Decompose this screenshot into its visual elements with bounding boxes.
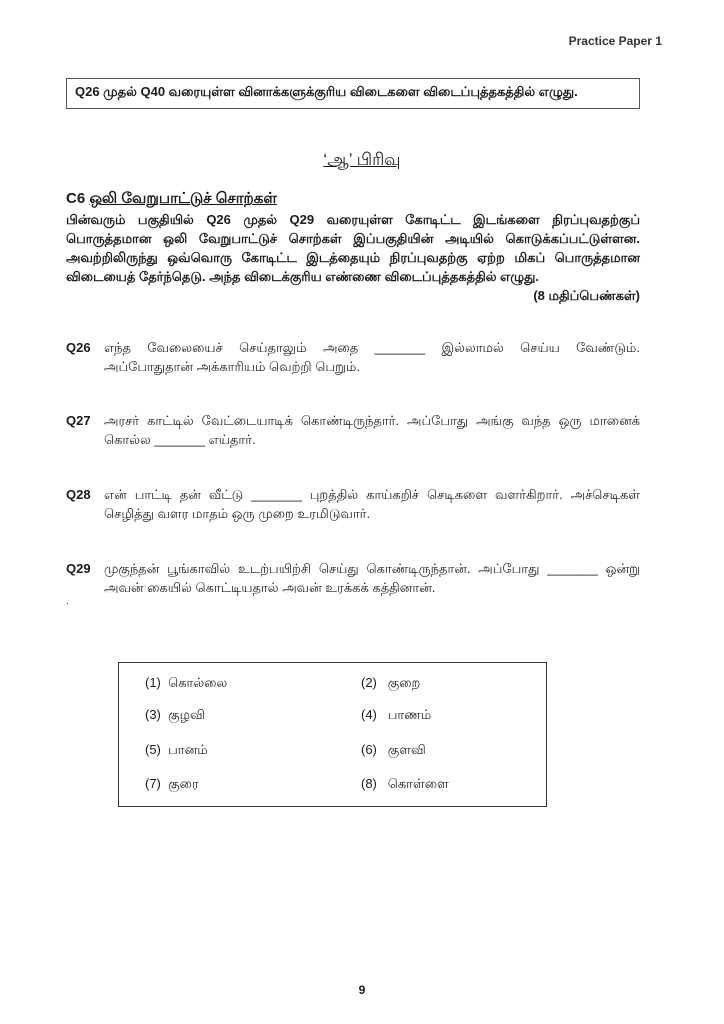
option-1: (1) கொல்லை: [145, 675, 228, 690]
question-q26: Q26 எந்த வேலையைச் செய்தாலும் அதை _______ இல்லாமல் செய்ய வேண்டும். அப்போதுதான் அக்காரியம் வெற்றி பெறும்.: [66, 340, 640, 374]
running-header: Practice Paper 1: [568, 34, 662, 48]
section-title: ‘ஆ’ பிரிவு: [323, 150, 401, 169]
question-q28: Q28 என் பாட்டி தன் வீட்டு _______ புறத்தில் காய்கறிச் செடிகளை வளர்கிறார். அச்செடிகள் செழித்து வளர மாதம் ஒரு முறை உரமிடுவார்.: [66, 487, 640, 521]
page-number: 9: [358, 983, 366, 997]
option-3: (3) குழவி: [145, 707, 205, 722]
question-q27: Q27 அரசர் காட்டில் வேட்டையாடிக் கொண்டிருந்தார். அப்போது அங்கு வந்த ஒரு மானைக் கொல்ல _______ எய்தார்.: [66, 413, 640, 447]
option-8: (8) கொள்ளை: [361, 776, 449, 791]
options-box: [118, 662, 547, 807]
option-5: (5) பானம்: [145, 742, 208, 757]
section-instructions: பின்வரும் பகுதியில் Q26 முதல் Q29 வரையுள்ள கோடிட்ட இடங்களை நிரப்புவதற்குப் பொருத்தமான ஒலி வேறுபாட்டுச் சொற்கள் இப்பகுதியின் அடியில் கொடுக்கப்பட்டுள்ளன. அவற்றிலிருந்து ஒவ்வொரு கோடிட்ட இடத்தையும் நிரப்புவதற்கு ஏற்ற மிகப் பொருத்தமான விடையைத் தேர்ந்தெடு. அந்த விடைக்குரிய எண்ணை விடைப்புத்தகத்தில் எழுது. (8 மதிப்பெண்கள்): [66, 212, 640, 303]
section-heading: [66, 190, 277, 209]
stray-dot: .: [66, 596, 69, 607]
marks-label: (8 மதிப்பெண்கள்): [533, 288, 640, 303]
section-heading-title: ஒலி வேறுபாட்டுச் சொற்கள்: [89, 190, 277, 207]
section-code: C6: [66, 190, 86, 207]
option-4: (4) பாணம்: [361, 707, 432, 722]
option-7: (7) குரை: [145, 776, 199, 791]
question-q29: Q29 முகுந்தன் பூங்காவில் உடற்பயிற்சி செய்து கொண்டிருந்தான். அப்போது _______ ஒன்று அவன் கையில் கொட்டியதால் அவன் உரக்கக் கத்தினான்.: [66, 561, 640, 595]
option-6: (6) குளவி: [361, 742, 426, 757]
instruction-box: Q26 முதல் Q40 வரையுள்ள வினாக்களுக்குரிய விடைகளை விடைப்புத்தகத்தில் எழுது.: [66, 78, 640, 109]
option-2: (2) குறை: [361, 675, 421, 690]
